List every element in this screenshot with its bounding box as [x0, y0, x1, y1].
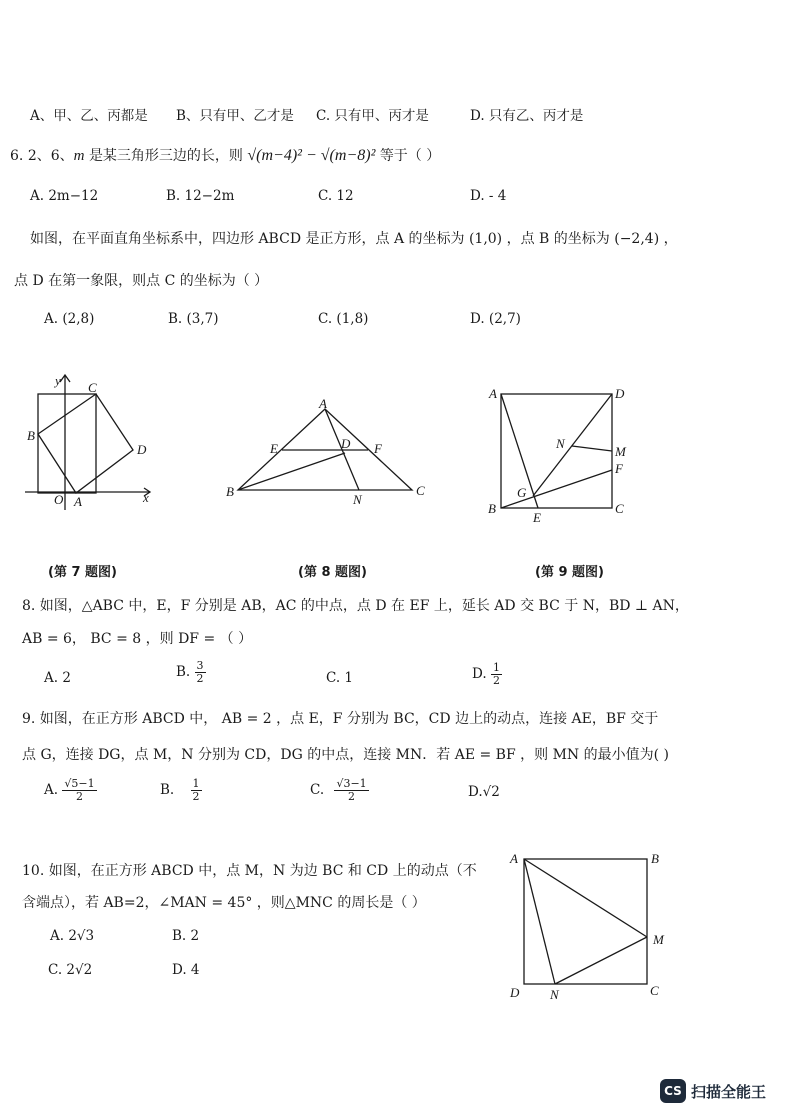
q7-option-c: C. (1,8) — [318, 311, 369, 327]
q6-text-after: 等于（ ） — [379, 148, 441, 164]
square-abcd — [524, 859, 647, 984]
fig7-label-c: C — [88, 380, 97, 395]
fig10-label-m: M — [653, 932, 664, 947]
q9-option-a — [44, 778, 97, 803]
fig10-label-d: D — [510, 985, 520, 1000]
q6-option-c: C. 12 — [318, 188, 354, 204]
segment-bd — [238, 453, 345, 490]
q5-option-b: B、只有甲、乙才是 — [176, 108, 294, 124]
denominator: 2 — [192, 790, 200, 803]
q6-option-b: B. 12−2m — [166, 188, 235, 204]
q10-line2: 含端点），若 AB=2，∠MAN = 45° ，则△MNC 的周长是（ ） — [22, 895, 426, 911]
q8-option-a: A. 2 — [44, 670, 71, 686]
fig8-label-d: D — [341, 436, 351, 451]
fig9-label-e: E — [533, 510, 541, 525]
denominator: 2 — [348, 790, 356, 803]
fig8-label-b: B — [226, 484, 234, 499]
scanner-app-name: 扫描全能王 — [691, 1082, 767, 1101]
fig9-label-n: N — [556, 436, 565, 451]
q9-option-c — [310, 778, 369, 803]
fig9-label-d: D — [615, 386, 625, 401]
q10-option-d: D. 4 — [172, 962, 200, 978]
q6-text-before: 2、6、 — [27, 148, 74, 164]
q9-option-a-fraction — [62, 778, 96, 803]
fig10-label-b: B — [651, 851, 659, 866]
fig10-label-n: N — [550, 987, 559, 1002]
numerator: 1 — [492, 661, 500, 674]
q9-option-b-label: B. — [160, 782, 175, 798]
square-abcd — [38, 394, 133, 493]
denominator: 2 — [492, 674, 500, 687]
q7-line2: 点 D 在第一象限，则点 C 的坐标为（ ） — [14, 273, 269, 289]
q10-option-b: B. 2 — [172, 928, 200, 944]
q9-line2: 点 G，连接 DG，点 M，N 分别为 CD，DG 的中点，连接 MN．若 AE = BF ，则 MN 的最小值为( ) — [22, 747, 669, 763]
q9-option-a-label: A. — [44, 782, 59, 798]
q5-option-a: A、甲、乙、丙都是 — [30, 108, 148, 124]
q9-option-c-fraction — [334, 778, 368, 803]
fig9-label-a: A — [489, 386, 497, 401]
q8-option-b — [176, 660, 206, 685]
fig9-label-f: F — [615, 461, 623, 476]
figure-10 — [500, 845, 700, 1010]
q5-option-c: C. 只有甲、丙才是 — [316, 108, 429, 124]
q9-line1: 9. 如图，在正方形 ABCD 中， AB = 2 ，点 E，F 分别为 BC，CD 边上的动点，连接 AE，BF 交于 — [22, 711, 659, 727]
fig10-label-c: C — [650, 983, 659, 998]
caption-figure-8: (第 8 题图) — [298, 565, 367, 580]
q8-option-b-fraction — [195, 660, 206, 685]
q10-line1: 10. 如图，在正方形 ABCD 中，点 M，N 为边 BC 和 CD 上的动点（不 — [22, 863, 477, 879]
numerator: 1 — [192, 777, 200, 790]
fig8-label-a: A — [319, 396, 327, 411]
q9-option-b — [160, 778, 202, 803]
numerator: √5−1 — [64, 777, 95, 790]
q6-option-d: D. - 4 — [470, 188, 507, 204]
q8-line1: 8. 如图，△ABC 中，E，F 分别是 AB，AC 的中点，点 D 在 EF 上，延长 AD 交 BC 于 N，BD ⊥ AN， — [22, 598, 689, 614]
numerator: √3−1 — [336, 777, 367, 790]
q8-option-d — [472, 662, 502, 687]
q6-text-mid: 是某三角形三边的长，则 — [88, 148, 243, 164]
figure-7 — [0, 370, 170, 520]
q6-var-m: m — [73, 148, 85, 164]
caption-figure-7: (第 7 题图) — [48, 565, 117, 580]
q7-option-d: D. (2,7) — [470, 311, 521, 327]
denominator: 2 — [196, 672, 204, 685]
denominator: 2 — [75, 790, 83, 803]
q6-number: 6. — [10, 148, 24, 164]
q6-stem — [10, 145, 440, 165]
q8-option-b-label: B. — [176, 664, 191, 680]
q8-line2: AB = 6， BC = 8 ，则 DF = （ ） — [22, 631, 253, 647]
caption-figure-9: (第 9 题图) — [535, 565, 604, 580]
q10-option-c: C. 2√2 — [48, 962, 93, 978]
fig7-label-d: D — [137, 442, 147, 457]
fig8-label-f: F — [374, 441, 382, 456]
fig7-label-o: O — [54, 492, 64, 507]
q7-line1: 如图，在平面直角坐标系中，四边形 ABCD 是正方形，点 A 的坐标为 (1,0) ，点 B 的坐标为 (−2,4) ， — [30, 231, 678, 247]
figure-9 — [480, 380, 640, 530]
fig7-label-a: A — [74, 494, 82, 509]
q8-option-d-label: D. — [472, 666, 487, 682]
segment-mn — [555, 937, 647, 984]
fig9-label-b: B — [488, 501, 496, 516]
segment-gd — [533, 394, 612, 496]
segment-am — [524, 859, 647, 937]
q9-option-b-fraction — [191, 778, 202, 803]
q8-option-c: C. 1 — [326, 670, 354, 686]
scanner-watermark — [660, 1079, 766, 1103]
q9-option-d: D.√2 — [468, 784, 500, 800]
q7-option-a: A. (2,8) — [44, 311, 95, 327]
fig8-label-c: C — [416, 483, 425, 498]
q5-option-d: D. 只有乙、丙才是 — [470, 108, 584, 124]
fig7-label-b: B — [27, 428, 35, 443]
q9-option-c-label: C. — [310, 782, 325, 798]
q10-option-a: A. 2√3 — [50, 928, 95, 944]
q6-expression: √(m−4)² − √(m−8)² — [247, 147, 376, 164]
fig8-label-n: N — [353, 492, 362, 507]
fig7-label-y: y — [55, 373, 61, 388]
fig9-label-m: M — [615, 444, 626, 459]
figure-8 — [220, 395, 440, 510]
fig9-label-c: C — [615, 501, 624, 516]
numerator: 3 — [196, 659, 204, 672]
fig7-label-x: x — [143, 490, 149, 505]
fig8-label-e: E — [270, 441, 278, 456]
fig10-label-a: A — [510, 851, 518, 866]
q7-option-b: B. (3,7) — [168, 311, 219, 327]
fig9-label-g: G — [517, 485, 527, 500]
segment-an — [524, 859, 555, 984]
q6-option-a: A. 2m−12 — [30, 188, 99, 204]
cs-logo-icon: CS — [660, 1079, 686, 1103]
q8-option-d-fraction — [491, 662, 502, 687]
segment-nm — [572, 446, 612, 451]
